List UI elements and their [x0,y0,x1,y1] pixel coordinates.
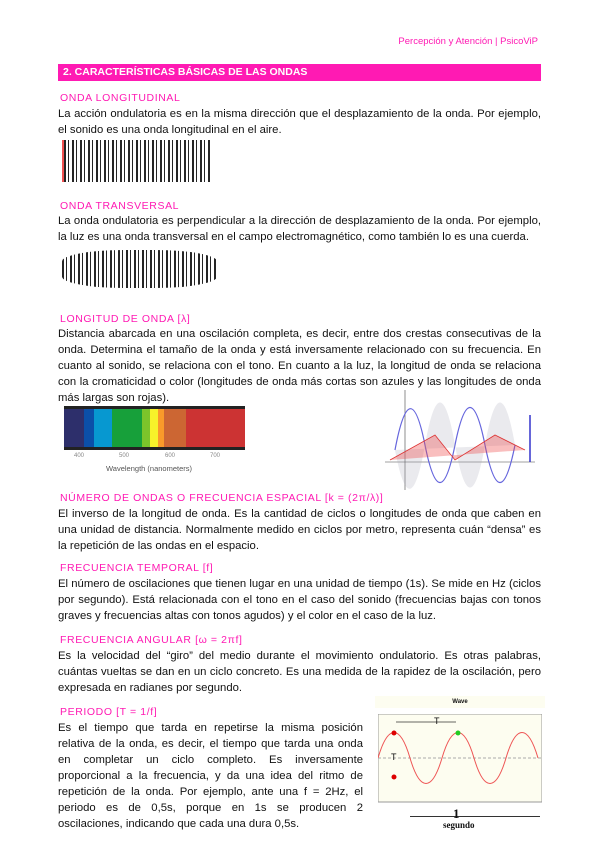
spectrum-band [64,409,84,447]
em-wave-diagram [375,390,545,500]
heading-transversal: ONDA TRANSVERSAL [60,200,180,212]
para-wavelength: Distancia abarcada en una oscilación completa, es decir, entre dos crestas consecutivas de la onda. Determina el tamaño de la onda y está inversamente relacionado con su frecuencia. En cuanto al sonido, se relaciona con el tono. En cuanto a la luz, la longitud de onda se relaciona con la cromaticidad o color (longitudes de onda más cortas son azules y las longitudes de onda más largas son rojas). [58,328,541,404]
sine-wave-plot [378,714,542,804]
spectrum-band [164,409,186,447]
para-wavenumber: El inverso de la longitud de onda. Es la cantidad de ciclos o longitudes de onda que caben en una unidad de distancia. Normalmente medido en ciclos por metro, representa cuán “densa” es la repetición de las ondas en el espacio. [58,508,541,552]
period-label: T [434,716,440,726]
spectrum-axis-label: Wavelength (nanometers) [106,464,193,473]
para-transversal: La onda ondulatoria es perpendicular a la dirección de desplazamiento de la onda. Por ejemplo, la luz es una onda transversal en el campo electromagnético, como también lo es una cuerda. [58,215,541,243]
tick: 500 [119,453,130,459]
longitudinal-wave-image [62,140,212,182]
transversal-wave-image [62,250,217,288]
unit-label: segundo [443,820,475,830]
spectrum-band [94,409,112,447]
spectrum-band [142,409,150,447]
section-title: 2. CARACTERÍSTICAS BÁSICAS DE LAS ONDAS [58,64,541,81]
visible-spectrum-bar [64,406,245,450]
one-label: 1 [453,806,460,821]
period-figure [375,696,545,836]
heading-wavelength: LONGITUD DE ONDA [λ] [60,313,191,325]
amplitude-label: T [391,752,397,762]
heading-temporal-frequency: FRECUENCIA TEMPORAL [f] [60,562,214,574]
heading-period: PERIODO [T = 1/f] [60,706,158,718]
para-period: Es el tiempo que tarda en repetirse la misma posición relativa de la onda, es decir, el tiempo que tarda una onda en completar un ciclo completo. Es inversamente proporcional a la frecuencia, y da una idea del ritmo de repetición de la onda. Por ejemplo, ante una f = 2Hz, el periodo es de 0,5s, porque en 1s se producen 2 oscilaciones, indicando que cada una dura 0,5s. [58,722,363,830]
tick: 600 [165,453,176,459]
heading-wavenumber: NÚMERO DE ONDAS O FRECUENCIA ESPACIAL [k = (2π/λ)] [60,492,384,504]
tick: 700 [210,453,221,459]
para-longitudinal: La acción ondulatoria es en la misma dirección que el desplazamiento de la onda. Por ejemplo, el sonido es una onda longitudinal en el aire. [58,108,541,136]
para-temporal-frequency: El número de oscilaciones que tienen lugar en una unidad de tiempo (1s). Se mide en Hz (ciclos por segundo). Está relacionada con el tono en el caso del sonido (frecuencias bajas con tonos graves y frecuencias altas con tonos agudos) y el color en el caso de la luz. [58,578,541,622]
heading-angular-frequency: FRECUENCIA ANGULAR [ω = 2πf] [60,634,243,646]
spectrum-band [150,409,158,447]
figure-title: Wave [375,696,545,708]
spectrum-band [186,409,245,447]
para-angular-frequency: Es la velocidad del “giro” del medio durante el movimiento ondulatorio. Es otras palabras, cuántas vueltas se dan en un ciclo concreto. Es una medida de la rapidez de la oscilación, pero expresada en radianes por segundo. [58,650,541,694]
running-header: Percepción y Atención | PsicoViP [398,36,538,47]
tick: 400 [74,453,85,459]
spectrum-band [112,409,142,447]
spectrum-band [84,409,94,447]
heading-longitudinal: ONDA LONGITUDINAL [60,92,181,104]
